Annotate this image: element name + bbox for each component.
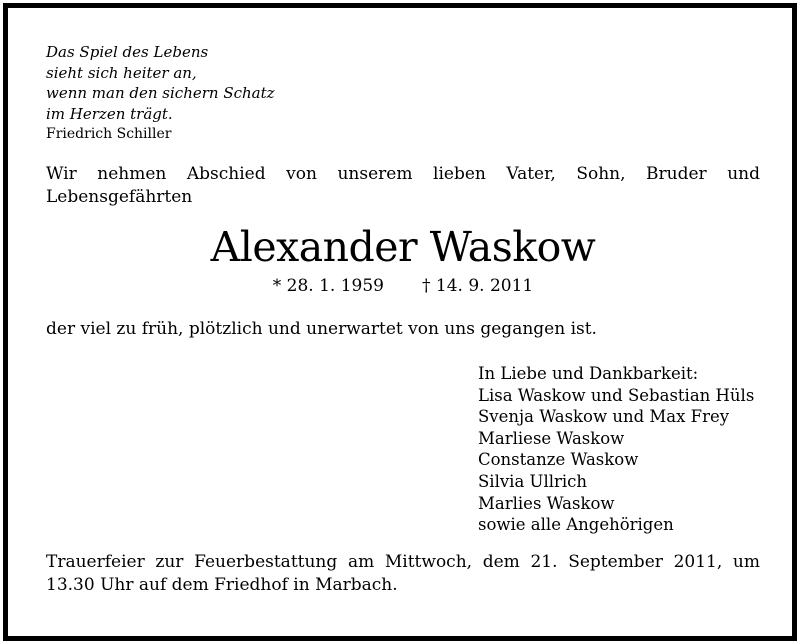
mourner-name: Marlies Waskow <box>478 493 615 513</box>
mourner-name: Svenja Waskow und Max Frey <box>478 407 730 427</box>
deceased-name: Alexander Waskow <box>210 223 596 271</box>
poem-author: Friedrich Schiller <box>46 126 172 142</box>
birth-date: * 28. 1. 1959 <box>272 276 384 296</box>
passing-statement: der viel zu früh, plötzlich und unerwartet von uns gegangen ist. <box>46 319 597 339</box>
death-date: † 14. 9. 2011 <box>422 276 534 296</box>
notice-content <box>46 42 760 597</box>
poem-line: im Herzen trägt. <box>46 104 173 123</box>
poem-line: Das Spiel des Lebens <box>46 43 209 61</box>
life-dates <box>46 275 760 297</box>
mourners-list <box>478 363 760 536</box>
intro-text: Wir nehmen Abschied von unserem lieben Vater, Sohn, Bruder und Lebensgefährten <box>46 164 760 207</box>
mourners-heading: In Liebe und Dankbarkeit: <box>478 364 699 383</box>
mourner-name: Lisa Waskow und Sebastian Hüls <box>478 385 755 405</box>
poem-line: sieht sich heiter an, <box>46 63 197 82</box>
mourner-name: sowie alle Angehörigen <box>478 515 674 535</box>
poem-quote <box>46 42 760 124</box>
poem-line: wenn man den sichern Schatz <box>46 84 275 102</box>
mourner-name: Marliese Waskow <box>478 428 625 448</box>
mourner-name: Silvia Ullrich <box>478 471 588 491</box>
mourner-name: Constanze Waskow <box>478 450 639 470</box>
notice-frame <box>3 3 797 641</box>
funeral-service-info: Trauerfeier zur Feuerbestattung am Mittwoch, dem 21. September 2011, um 13.30 Uhr auf dem Friedhof in Marbach. <box>46 551 760 595</box>
